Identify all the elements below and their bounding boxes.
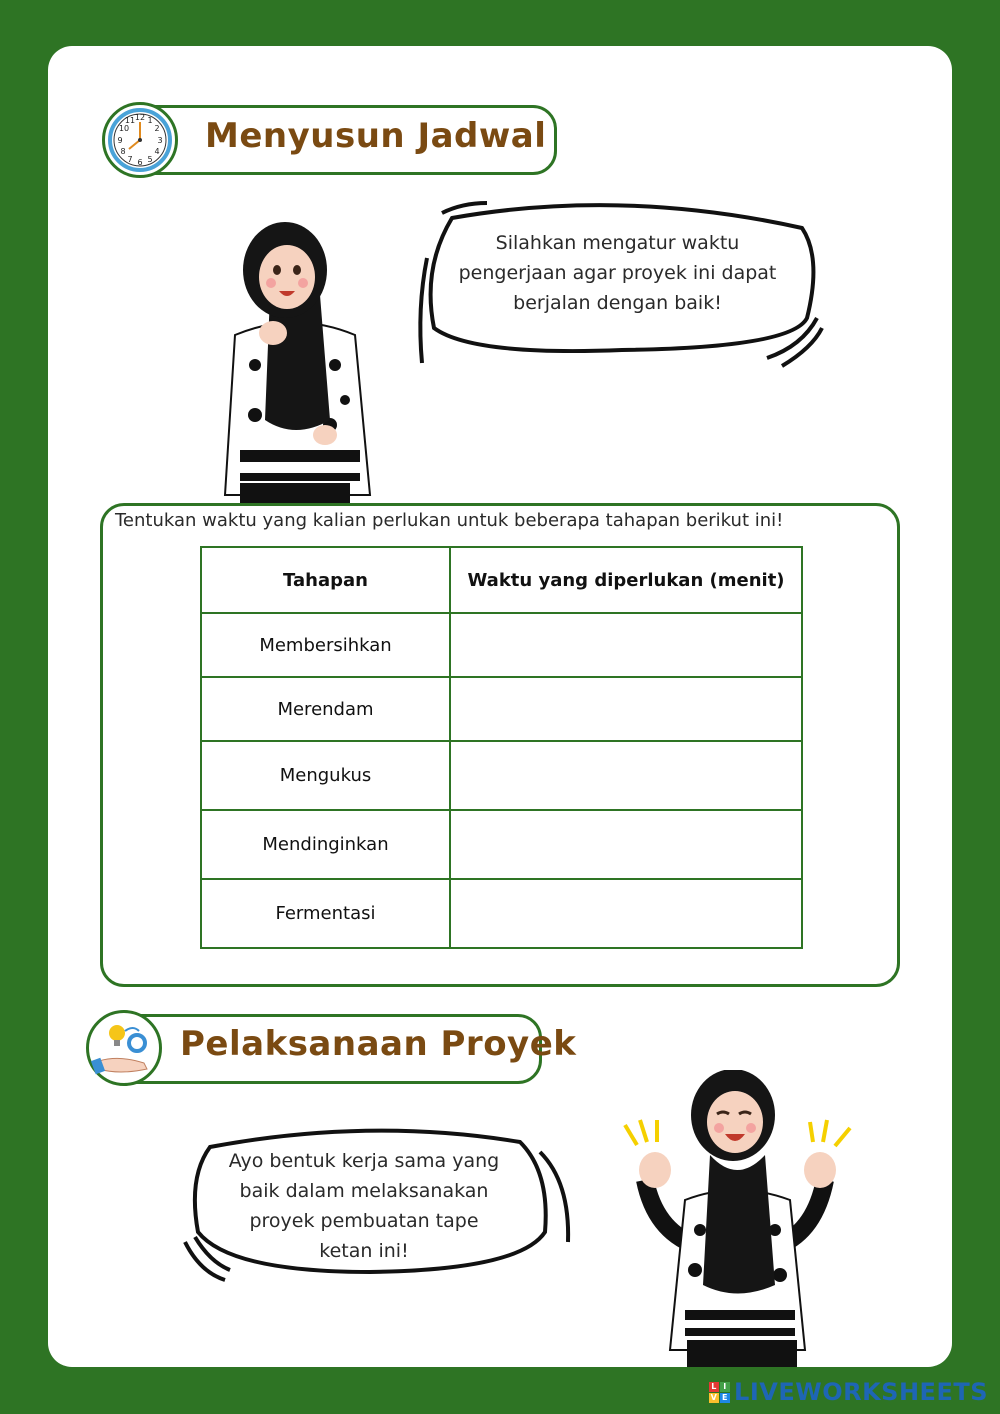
table-row [201, 810, 802, 879]
liveworksheets-watermark [709, 1378, 988, 1406]
section2-title: Pelaksanaan Proyek [180, 1024, 577, 1064]
time-input-cell[interactable] [450, 879, 802, 948]
clock-number: 11 [124, 116, 136, 125]
bubble-line: Silahkan mengatur waktu [495, 232, 740, 254]
bubble-line: berjalan dengan baik! [513, 292, 722, 314]
logo-letter: E [720, 1393, 730, 1403]
header-time: Waktu yang diperlukan (menit) [450, 547, 802, 613]
clock-number: 3 [157, 136, 163, 145]
speech-bubble-1-text [440, 228, 795, 318]
table-row [201, 613, 802, 677]
header-stage: Tahapan [201, 547, 450, 613]
logo-letter: L [709, 1382, 719, 1392]
stage-cell: Fermentasi [201, 879, 450, 948]
clock-icon [102, 102, 178, 178]
time-input-cell[interactable] [450, 741, 802, 810]
logo-letter: V [710, 1392, 718, 1402]
table-header-row [201, 547, 802, 613]
watermark-text: LIVEWORKSHEETS [734, 1378, 988, 1406]
time-input-cell[interactable] [450, 677, 802, 741]
bubble-line: proyek pembuatan tape [249, 1210, 479, 1232]
table-row [201, 741, 802, 810]
schedule-table [200, 546, 803, 949]
logo-letter: I [720, 1382, 730, 1392]
stage-cell: Mendinginkan [201, 810, 450, 879]
bubble-line: pengerjaan agar proyek ini dapat [458, 262, 777, 284]
clock-number: 10 [118, 124, 130, 133]
table-row [201, 677, 802, 741]
clock-number: 2 [154, 124, 160, 133]
bubble-line: baik dalam melaksanakan [239, 1180, 489, 1202]
clock-number: 4 [154, 147, 160, 156]
clock-number: 8 [120, 147, 126, 156]
table-row [201, 879, 802, 948]
clock-number: 1 [147, 116, 153, 125]
liveworksheets-logo-icon [709, 1382, 730, 1403]
time-input-cell[interactable] [450, 613, 802, 677]
clock-number: 9 [117, 136, 123, 145]
bubble-line: ketan ini! [319, 1240, 409, 1262]
bubble-line: Ayo bentuk kerja sama yang [228, 1150, 500, 1172]
section1-title: Menyusun Jadwal [205, 116, 547, 156]
clock-number: 7 [127, 155, 133, 164]
clock-number: 6 [137, 158, 143, 167]
teacher-illustration [195, 215, 400, 505]
teacher-cheering-illustration [615, 1070, 860, 1367]
idea-hand-icon [86, 1010, 162, 1086]
stage-cell: Mengukus [201, 741, 450, 810]
clock-number: 12 [134, 113, 146, 122]
clock-number: 5 [147, 155, 153, 164]
instruction-text: Tentukan waktu yang kalian perlukan untuk beberapa tahapan berikut ini! [115, 510, 784, 531]
time-input-cell[interactable] [450, 810, 802, 879]
stage-cell: Membersihkan [201, 613, 450, 677]
stage-cell: Merendam [201, 677, 450, 741]
speech-bubble-2-text [200, 1146, 528, 1266]
